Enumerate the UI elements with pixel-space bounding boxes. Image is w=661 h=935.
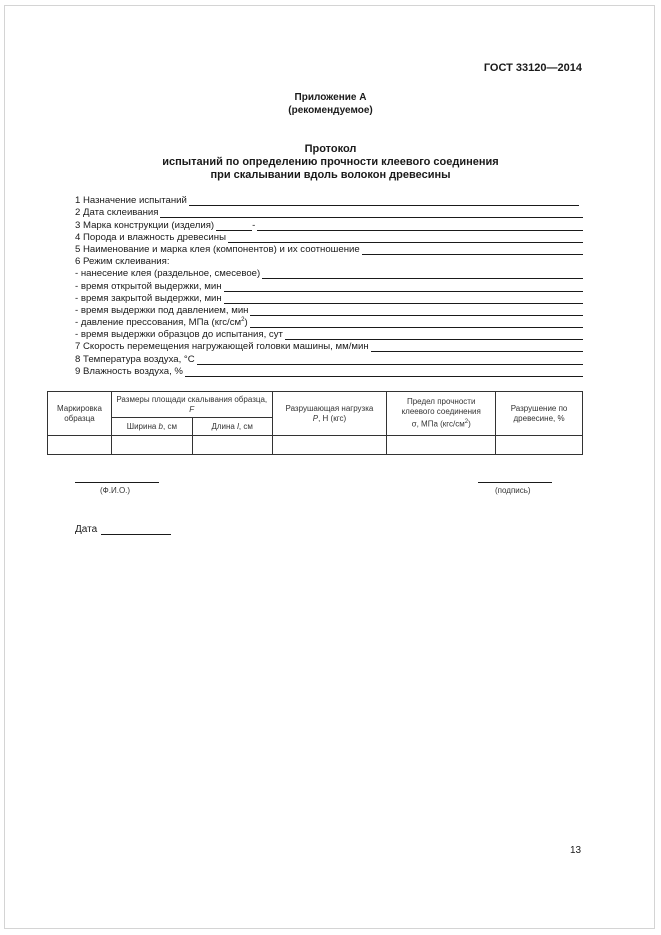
field-press-pressure-label: - давление прессования, МПа $(кгс/см^2)$ (75, 316, 248, 329)
field-gluing-date (75, 206, 583, 218)
field-open-time-label: - время открытой выдержки, мин (75, 280, 222, 292)
protocol-title: Протокол (304, 143, 357, 155)
signature-line[interactable] (478, 482, 552, 483)
protocol-fields (75, 194, 583, 377)
field-wood-species (75, 231, 583, 243)
field-construction-grade-line-b[interactable] (257, 221, 583, 231)
field-purpose (75, 194, 583, 206)
appendix-subtitle: (рекомендуемое) (288, 105, 373, 116)
cell-length[interactable] (192, 436, 272, 455)
cell-load[interactable] (272, 436, 387, 455)
protocol-subtitle-line2: при скалывании вдоль волокон древесины (210, 169, 451, 181)
field-construction-grade (75, 218, 583, 230)
cell-strength[interactable] (387, 436, 496, 455)
field-press-time-label: - время выдержки под давлением, мин (75, 304, 249, 316)
field-construction-grade-dash: - (252, 219, 256, 231)
field-air-temperature-label: 8 Температура воздуха, °С (75, 353, 195, 365)
field-closed-time-line[interactable] (224, 294, 583, 304)
header-load: Разрушающая нагрузка P, Н (кгс) (272, 392, 387, 436)
field-head-speed-label: 7 Скорость перемещения нагружающей головки машины, мм/мин (75, 341, 369, 353)
field-head-speed (75, 340, 583, 352)
field-gluing-date-line[interactable] (160, 208, 583, 218)
field-open-time (75, 279, 583, 291)
header-area: Размеры площади скалывания образца, F (111, 392, 272, 418)
standard-number: ГОСТ 33120—2014 (483, 62, 582, 74)
field-purpose-label: 1 Назначение испытаний (75, 195, 187, 207)
field-air-temperature-line[interactable] (197, 355, 583, 365)
results-table (47, 391, 583, 455)
protocol-subtitle-line1: испытаний по определению прочности клеевого соединения (162, 156, 499, 168)
field-glue-name-line[interactable] (362, 245, 583, 255)
name-label: (Ф.И.О.) (100, 486, 131, 495)
field-gluing-mode-label: 6 Режим склеивания: (75, 256, 170, 268)
field-glue-name (75, 243, 583, 255)
field-conditioning-time-label: - время выдержки образцов до испытания, сут (75, 329, 283, 341)
field-open-time-line[interactable] (224, 282, 584, 292)
field-air-humidity (75, 365, 583, 377)
appendix-title: Приложение А (294, 92, 367, 103)
header-width: Ширина b, см (111, 418, 192, 436)
field-glue-name-label: 5 Наименование и марка клея (компонентов) и их соотношение (75, 243, 360, 255)
field-purpose-line[interactable] (189, 196, 579, 206)
date-line[interactable] (101, 525, 171, 535)
field-air-humidity-label: 9 Влажность воздуха, % (75, 365, 183, 377)
field-closed-time-label: - время закрытой выдержки, мин (75, 292, 222, 304)
field-wood-species-label: 4 Порода и влажность древесины (75, 231, 226, 243)
field-gluing-date-label: 2 Дата склеивания (75, 207, 159, 219)
field-conditioning-time-line[interactable] (285, 330, 583, 340)
field-glue-application-label: - нанесение клея (раздельное, смесевое) (75, 268, 261, 280)
field-press-pressure (75, 316, 583, 328)
field-wood-species-line[interactable] (228, 233, 583, 243)
field-head-speed-line[interactable] (371, 342, 583, 352)
field-air-humidity-line[interactable] (185, 367, 583, 377)
field-glue-application-line[interactable] (262, 269, 583, 279)
field-construction-grade-line-a[interactable] (216, 221, 252, 231)
field-construction-grade-label: 3 Марка конструкции (изделия) (75, 219, 215, 231)
cell-width[interactable] (111, 436, 192, 455)
signature-label: (подпись) (495, 486, 531, 495)
date-field (75, 524, 171, 535)
date-label: Дата (75, 524, 98, 535)
field-conditioning-time (75, 328, 583, 340)
header-wood-failure: Разрушение по древесине, % (496, 392, 583, 436)
header-length: Длина l, см (192, 418, 272, 436)
header-marking: Маркировка образца (48, 392, 112, 436)
page-number: 13 (570, 845, 582, 856)
field-press-pressure-line[interactable] (250, 318, 583, 328)
name-signature-line[interactable] (75, 482, 159, 483)
field-gluing-mode (75, 255, 583, 267)
field-closed-time (75, 292, 583, 304)
header-strength: Предел прочности клеевого соединения σ, МПа $(кгс/см^2)$ (387, 392, 496, 436)
table-row (48, 436, 583, 455)
field-glue-application (75, 267, 583, 279)
cell-marking[interactable] (48, 436, 112, 455)
field-press-time-line[interactable] (250, 306, 583, 316)
cell-wood-failure[interactable] (496, 436, 583, 455)
field-air-temperature (75, 352, 583, 364)
